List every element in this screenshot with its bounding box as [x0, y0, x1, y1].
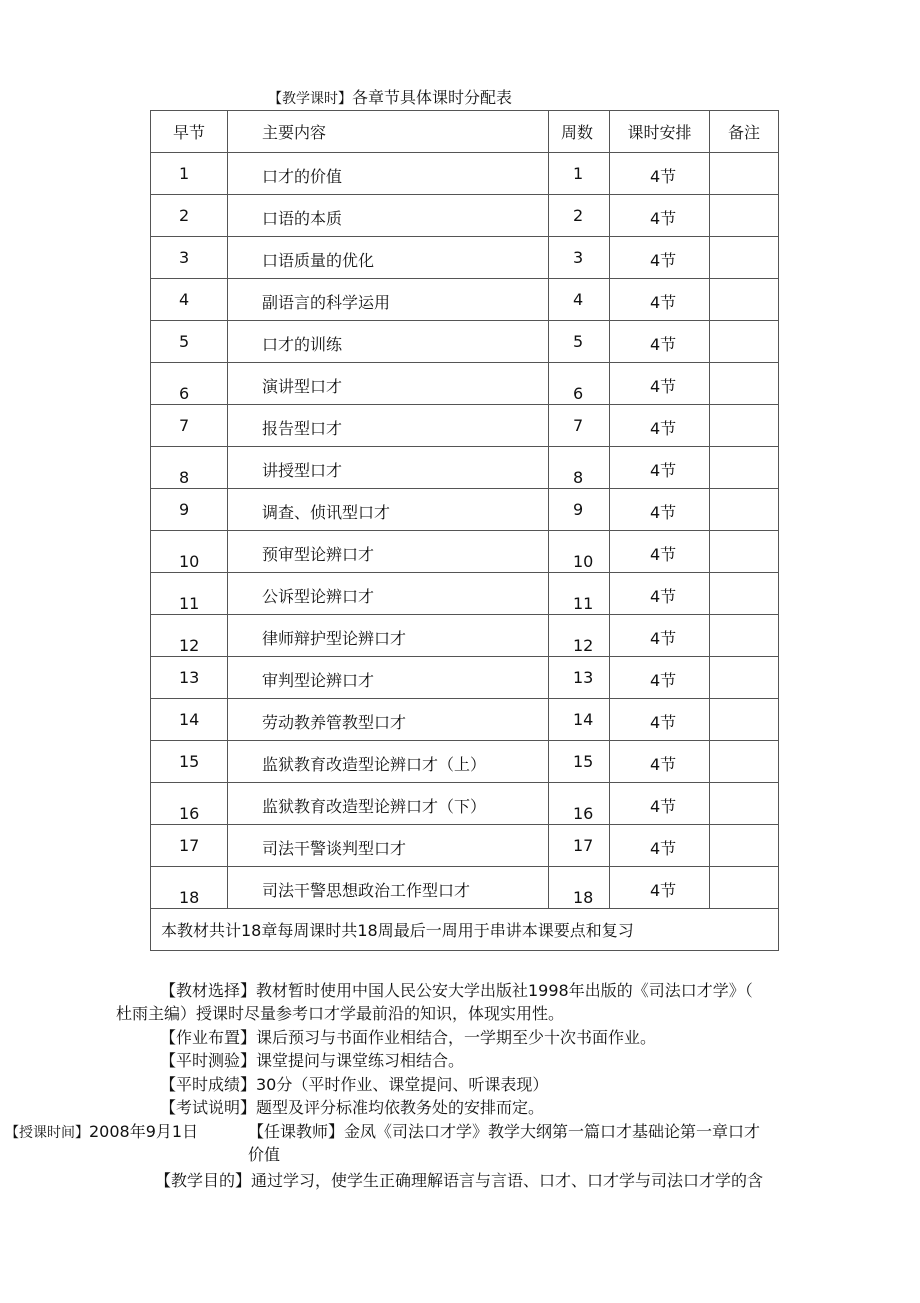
quiz-line: 【平时测验】课堂提问与课堂练习相结合。 — [160, 1051, 465, 1070]
hours-cell: 4节 — [610, 363, 710, 405]
hours-cell: 4节 — [610, 699, 710, 741]
textbook-line-1: 【教材选择】教材暂时使用中国人民公安大学出版社1998年出版的《司法口才学》（ — [160, 981, 753, 1000]
table-row — [151, 405, 779, 447]
week-cell: 7 — [549, 405, 610, 447]
chapter-number-cell: 7 — [151, 405, 228, 447]
chapter-number-cell: 9 — [151, 489, 228, 531]
hours-cell: 4节 — [610, 531, 710, 573]
note-cell — [710, 699, 779, 741]
teacher-line-1: 【任课教师】金凤《司法口才学》教学大纲第一篇口才基础论第一章口才 — [248, 1122, 761, 1141]
chapter-number-cell: 2 — [151, 195, 228, 237]
note-cell — [710, 825, 779, 867]
note-cell — [710, 279, 779, 321]
note-cell — [710, 531, 779, 573]
hours-cell: 4节 — [610, 867, 710, 909]
chapter-number-cell: 15 — [151, 741, 228, 783]
hours-cell: 4节 — [610, 783, 710, 825]
week-cell: 12 — [549, 615, 610, 657]
hours-cell: 4节 — [610, 447, 710, 489]
table-row — [151, 867, 779, 909]
content-cell: 监狱教育改造型论辨口才（上） — [228, 741, 549, 783]
hours-cell: 4节 — [610, 237, 710, 279]
table-row — [151, 657, 779, 699]
header-chapter: 早节 — [151, 111, 228, 153]
table-row — [151, 825, 779, 867]
table-row — [151, 573, 779, 615]
note-cell — [710, 405, 779, 447]
teaching-goal-line: 【教学目的】通过学习，使学生正确理解语言与言语、口才、口才学与司法口才学的含 — [155, 1171, 764, 1190]
note-cell — [710, 195, 779, 237]
chapter-number-cell: 18 — [151, 867, 228, 909]
hours-cell: 4节 — [610, 195, 710, 237]
content-cell: 监狱教育改造型论辨口才（下） — [228, 783, 549, 825]
content-cell: 调查、侦讯型口才 — [228, 489, 549, 531]
caption-label: 【教学课时】 — [268, 91, 352, 107]
table-row — [151, 153, 779, 195]
week-cell: 8 — [549, 447, 610, 489]
table-row — [151, 279, 779, 321]
table-row — [151, 489, 779, 531]
header-note: 备注 — [710, 111, 779, 153]
week-cell: 11 — [549, 573, 610, 615]
chapter-number-cell: 6 — [151, 363, 228, 405]
week-cell: 17 — [549, 825, 610, 867]
chapter-number-cell: 13 — [151, 657, 228, 699]
chapter-number-cell: 11 — [151, 573, 228, 615]
chapter-number-cell: 14 — [151, 699, 228, 741]
note-cell — [710, 573, 779, 615]
table-footer: 本教材共计18章每周课时共18周最后一周用于串讲本课要点和复习 — [151, 909, 779, 951]
note-cell — [710, 321, 779, 363]
chapter-number-cell: 17 — [151, 825, 228, 867]
textbook-line-2: 杜雨主编）授课时尽量参考口才学最前沿的知识，体现实用性。 — [116, 1004, 565, 1023]
chapter-number-cell: 8 — [151, 447, 228, 489]
table-row — [151, 531, 779, 573]
week-cell: 6 — [549, 363, 610, 405]
note-cell — [710, 867, 779, 909]
table-row — [151, 615, 779, 657]
content-cell: 司法干警谈判型口才 — [228, 825, 549, 867]
exam-line: 【考试说明】题型及评分标准均依教务处的安排而定。 — [160, 1098, 545, 1117]
week-cell: 4 — [549, 279, 610, 321]
table-caption — [268, 88, 512, 109]
content-cell: 报告型口才 — [228, 405, 549, 447]
hours-cell: 4节 — [610, 321, 710, 363]
chapter-number-cell: 12 — [151, 615, 228, 657]
table-row — [151, 363, 779, 405]
table-row — [151, 741, 779, 783]
content-cell: 口语的本质 — [228, 195, 549, 237]
hours-cell: 4节 — [610, 573, 710, 615]
chapter-number-cell: 10 — [151, 531, 228, 573]
content-cell: 口才的价值 — [228, 153, 549, 195]
header-content: 主要内容 — [228, 111, 549, 153]
class-time-label: 【授课时间】 — [5, 1125, 89, 1141]
content-cell: 律师辩护型论辨口才 — [228, 615, 549, 657]
hours-cell: 4节 — [610, 741, 710, 783]
hours-cell: 4节 — [610, 657, 710, 699]
table-header-row — [151, 111, 779, 153]
week-cell: 18 — [549, 867, 610, 909]
table-row — [151, 699, 779, 741]
hours-cell: 4节 — [610, 405, 710, 447]
table-row — [151, 447, 779, 489]
note-cell — [710, 657, 779, 699]
content-cell: 司法干警思想政治工作型口才 — [228, 867, 549, 909]
hours-cell: 4节 — [610, 153, 710, 195]
note-cell — [710, 615, 779, 657]
note-cell — [710, 741, 779, 783]
note-cell — [710, 489, 779, 531]
hours-cell: 4节 — [610, 825, 710, 867]
content-cell: 演讲型口才 — [228, 363, 549, 405]
chapter-number-cell: 1 — [151, 153, 228, 195]
week-cell: 14 — [549, 699, 610, 741]
table-row — [151, 195, 779, 237]
week-cell: 9 — [549, 489, 610, 531]
class-time-line — [5, 1121, 198, 1144]
grades-line: 【平时成绩】30分（平时作业、课堂提问、听课表现） — [160, 1075, 549, 1094]
week-cell: 16 — [549, 783, 610, 825]
class-time-value: 2008年9月1日 — [89, 1122, 199, 1141]
note-cell — [710, 237, 779, 279]
content-cell: 口才的训练 — [228, 321, 549, 363]
chapter-number-cell: 16 — [151, 783, 228, 825]
table-row — [151, 783, 779, 825]
chapter-number-cell: 4 — [151, 279, 228, 321]
note-cell — [710, 363, 779, 405]
table-row — [151, 237, 779, 279]
week-cell: 13 — [549, 657, 610, 699]
note-cell — [710, 783, 779, 825]
chapter-number-cell: 5 — [151, 321, 228, 363]
caption-title: 各章节具体课时分配表 — [352, 88, 513, 107]
note-cell — [710, 447, 779, 489]
table-footer-row — [151, 909, 779, 951]
content-cell: 讲授型口才 — [228, 447, 549, 489]
hours-cell: 4节 — [610, 615, 710, 657]
week-cell: 1 — [549, 153, 610, 195]
week-cell: 3 — [549, 237, 610, 279]
content-cell: 审判型论辨口才 — [228, 657, 549, 699]
content-cell: 公诉型论辨口才 — [228, 573, 549, 615]
content-cell: 预审型论辨口才 — [228, 531, 549, 573]
header-week: 周数 — [549, 111, 610, 153]
content-cell: 口语质量的优化 — [228, 237, 549, 279]
hours-cell: 4节 — [610, 489, 710, 531]
note-cell — [710, 153, 779, 195]
week-cell: 15 — [549, 741, 610, 783]
header-hours: 课时安排 — [610, 111, 710, 153]
homework-line: 【作业布置】课后预习与书面作业相结合，一学期至少十次书面作业。 — [160, 1028, 657, 1047]
hours-cell: 4节 — [610, 279, 710, 321]
content-cell: 劳动教养管教型口才 — [228, 699, 549, 741]
chapter-number-cell: 3 — [151, 237, 228, 279]
week-cell: 2 — [549, 195, 610, 237]
content-cell: 副语言的科学运用 — [228, 279, 549, 321]
week-cell: 10 — [549, 531, 610, 573]
schedule-table — [150, 110, 779, 951]
week-cell: 5 — [549, 321, 610, 363]
table-body — [151, 153, 779, 909]
teacher-line-2: 价值 — [248, 1145, 281, 1164]
table-row — [151, 321, 779, 363]
